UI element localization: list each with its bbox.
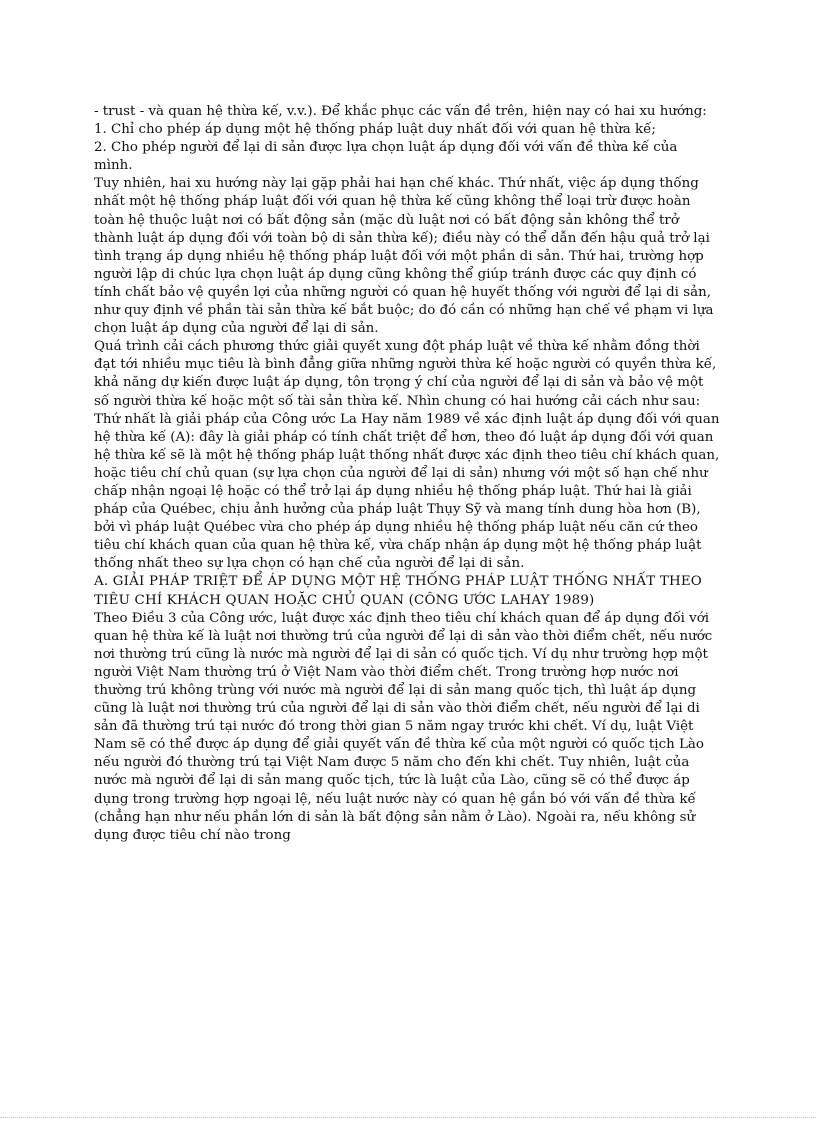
paragraph-limitations: Tuy nhiên, hai xu hướng này lại gặp phải hai hạn chế khác. Thứ nhất, việc áp dụng thống nhất một hệ thống pháp luật đối với quan hệ thừa kế cũng không thể loại trừ được hoàn toàn hệ thuộc luật nơi có bất động sản (mặc dù luật nơi có bất động sản không thể trở thành luật áp dụng đối với toàn bộ di sản thừa kế); điều này có thể dẫn đến hậu quả trở lại tình trạng áp dụng nhiều hệ thống pháp luật đối với một phần di sản. Thứ hai, trường hợp người lập di chúc lựa chọn luật áp dụng cũng không thể giúp tránh được các quy định có tính chất bảo vệ quyền lợi của những người có quan hệ huyết thống với người để lại di sản, như quy định về phần tài sản thừa kế bắt buộc; do đó cần có những hạn chế về phạm vi lựa chọn luật áp dụng của người để lại di sản. (94, 176, 714, 337)
section-heading: A. GIẢI PHÁP TRIỆT ĐỂ ÁP DỤNG MỘT HỆ THỐNG PHÁP LUẬT THỐNG NHẤT THEO TIÊU CHÍ KHÁCH QUAN HOẶC CHỦ QUAN (CÔNG ƯỚC LAHAY 1989) (94, 574, 702, 608)
paragraph-intro: - trust - và quan hệ thừa kế, v.v.). Để khắc phục các vấn đề trên, hiện nay có hai xu hướng: (94, 104, 707, 119)
paragraph-article-3: Theo Điều 3 của Công ước, luật được xác định theo tiêu chí khách quan để áp dụng đối với quan hệ thừa kế là luật nơi thường trú của người để lại di sản vào thời điểm chết, nếu nước nơi thường trú cũng là nước mà người để lại di sản có quốc tịch. Ví dụ như trường hợp một người Việt Nam thường trú ở Việt Nam vào thời điểm chết. Trong trường hợp nước nơi thường trú không trùng với nước mà người để lại di sản mang quốc tịch, thì luật áp dụng cũng là luật nơi thường trú của người để lại di sản vào thời điểm chết, nếu người để lại di sản đã thường trú tại nước đó trong thời gian 5 năm ngay trước khi chết. Ví dụ, luật Việt Nam sẽ có thể được áp dụng để giải quyết vấn đề thừa kế của một người có quốc tịch Lào nếu người đó thường trú tại Việt Nam được 5 năm cho đến khi chết. Tuy nhiên, luật của nước mà người để lại di sản mang quốc tịch, tức là luật của Lào, cũng sẽ có thể được áp dụng trong trường hợp ngoại lệ, nếu luật nước này có quan hệ gắn bó với vấn đề thừa kế (chẳng hạn như nếu phần lớn di sản là bất động sản nằm ở Lào). Ngoài ra, nếu không sử dụng được tiêu chí nào trong (94, 610, 713, 843)
paragraph-reform: Quá trình cải cách phương thức giải quyết xung đột pháp luật về thừa kế nhằm đồng thời đạt tới nhiều mục tiêu là bình đẳng giữa những người thừa kế hoặc người có quyền thừa kế, khả năng dự kiến được luật áp dụng, tôn trọng ý chí của người để lại di sản và bảo vệ một số người thừa kế hoặc một số tài sản thừa kế. Nhìn chung có hai hướng cải cách như sau: Thứ nhất là giải pháp của Công ước La Hay năm 1989 về xác định luật áp dụng đối với quan hệ thừa kế (A): đây là giải pháp có tính chất triệt để hơn, theo đó luật áp dụng đối với quan hệ thừa kế sẽ là một hệ thống pháp luật thống nhất được xác định theo tiêu chí khách quan, hoặc tiêu chí chủ quan (sự lựa chọn của người để lại di sản) nhưng với một số hạn chế như chấp nhận ngoại lệ hoặc có thể trở lại áp dụng nhiều hệ thống pháp luật. Thứ hai là giải pháp của Québec, chịu ảnh hưởng của pháp luật Thụy Sỹ và mang tính dung hòa hơn (B), bởi vì pháp luật Québec vừa cho phép áp dụng nhiều hệ thống pháp luật nếu căn cứ theo tiêu chí khách quan của quan hệ thừa kế, vừa chấp nhận áp dụng một hệ thống pháp luật thống nhất theo sự lựa chọn có hạn chế của người để lại di sản. (94, 339, 720, 572)
page-bottom-divider (0, 1117, 816, 1118)
list-item-1: 1. Chỉ cho phép áp dụng một hệ thống pháp luật duy nhất đối với quan hệ thừa kế; (94, 122, 656, 138)
list-item-2: 2. Cho phép người để lại di sản được lựa chọn luật áp dụng đối với vấn đề thừa kế của mình. (94, 140, 678, 174)
document-body (94, 103, 720, 845)
